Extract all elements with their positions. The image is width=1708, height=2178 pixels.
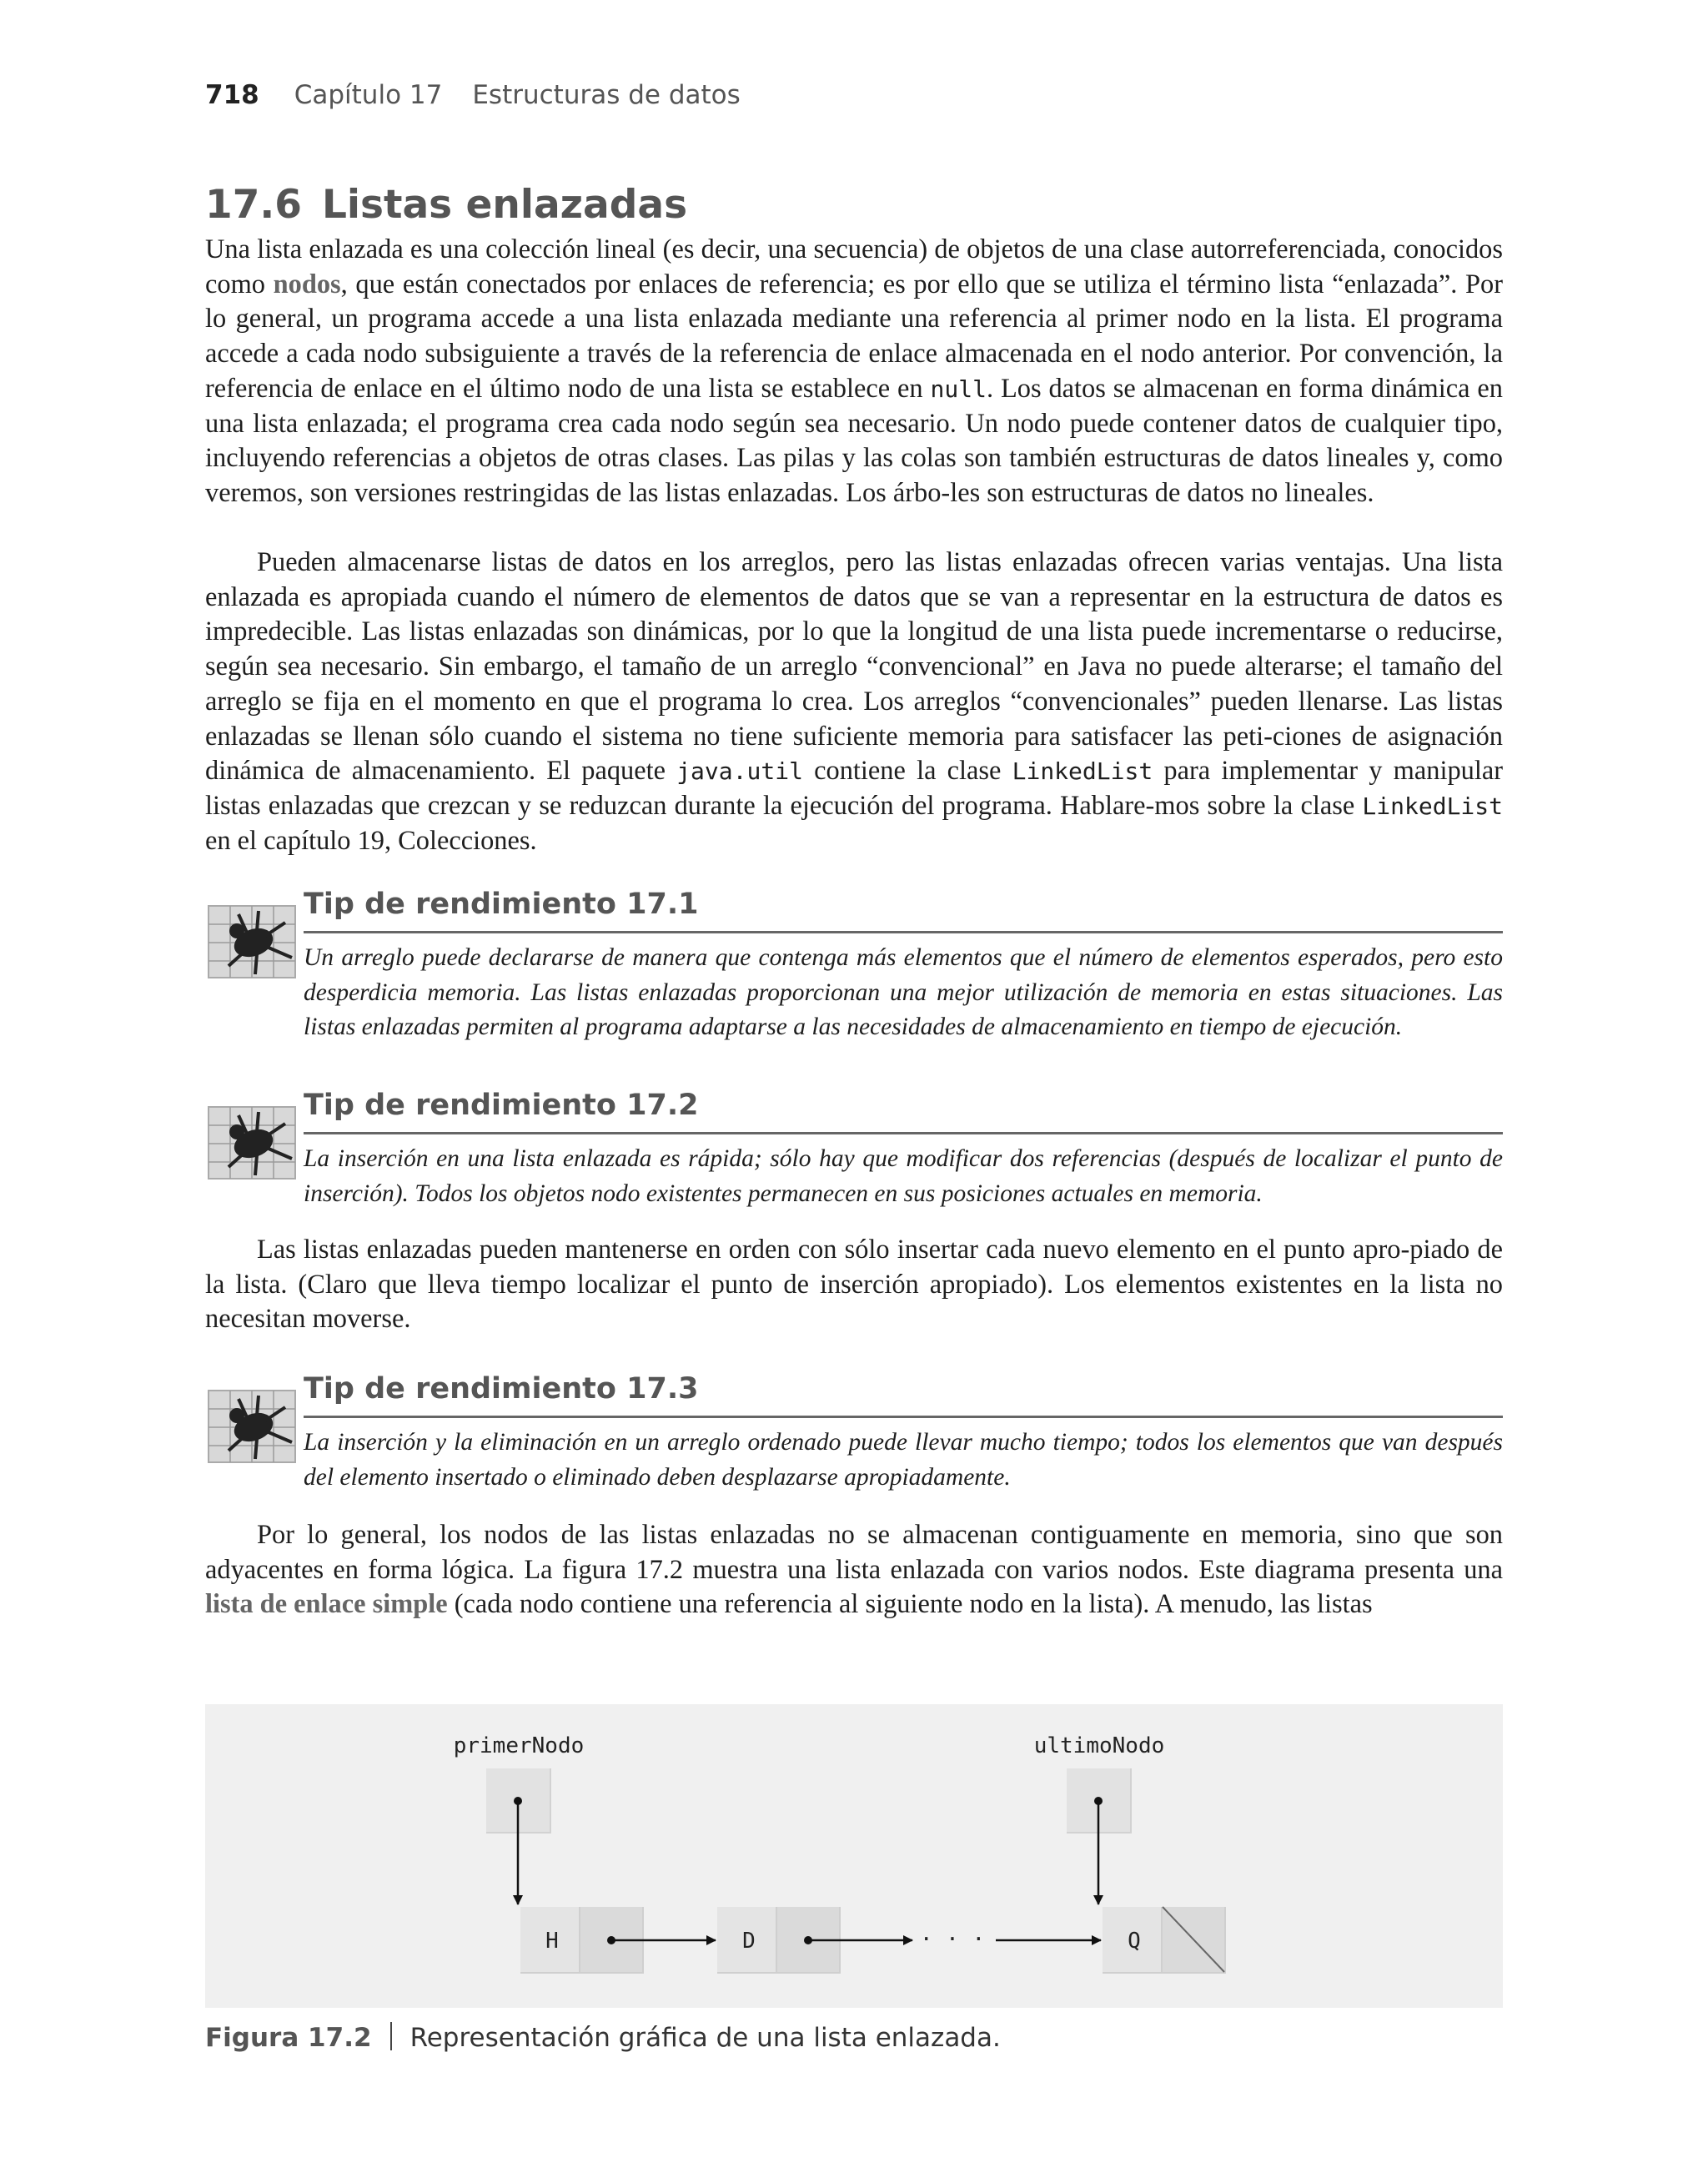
paragraph-text: (cada nodo contiene una referencia al siguiente nodo en la lista). A menudo, las listas	[447, 1589, 1373, 1620]
bug-icon	[205, 1384, 304, 1467]
paragraph-text: Pueden almacenarse listas de datos en los arreglos, pero las listas enlazadas ofrecen varias ventajas. Una lista enlazada es apropiada cuando el número de elementos de datos que se van a representar en la estructura de datos es impredecible. Las listas enlazadas son dinámicas, por lo que la longitud de una lista puede incrementarse o reducirse, según sea necesario. Sin embargo, el tamaño de un arreglo “convencional” en Java no puede alterarse; el tamaño del arreglo se fija en el momento en que el programa lo crea. Los arreglos “convencionales” pueden llenarse. Las listas enlazadas se llenan sólo cuando el sistema no tiene suficiente memoria para satisfacer las peti-ciones de asignación dinámica de almacenamiento. El paquete	[205, 547, 1503, 787]
paragraph-text: contiene la clase	[802, 756, 1012, 787]
code-linkedlist: LinkedList	[1362, 792, 1503, 820]
bug-icon	[205, 1100, 304, 1184]
divider	[304, 1416, 1503, 1418]
paragraph-text: Las listas enlazadas pueden mantenerse en orden con sólo insertar cada nuevo elemento en el punto apro-piado de la lista. (Claro que lleva tiempo localizar el punto de inserción apropiado). Los elementos existentes en la lista no necesitan moverse.	[205, 1235, 1503, 1335]
ultimo-nodo-label: ultimoNodo	[1033, 1733, 1165, 1758]
ultimo-nodo-reference	[1067, 1768, 1132, 1904]
chapter-label: Capítulo 17	[294, 80, 443, 110]
caption-text: Representación gráfica de una lista enlazada.	[409, 2023, 1001, 2053]
tip-body: La inserción en una lista enlazada es rápida; sólo hay que modificar dos referencias (después de localizar el punto de inserción). Todos los objetos nodo existentes permanecen en sus posiciones actuales en memoria.	[304, 1145, 1503, 1207]
ellipsis: · · ·	[919, 1927, 986, 1952]
section-title: Listas enlazadas	[321, 182, 688, 228]
chapter-title: Estructuras de datos	[472, 80, 741, 110]
divider	[304, 931, 1503, 933]
paragraph-text: Una lista enlazada es una colección lineal (es decir, una secuencia) de objetos de una clase autorreferenciada, conocidos como	[205, 234, 1503, 299]
tip-body: La inserción y la eliminación en un arreglo ordenado puede llevar mucho tiempo; todos los elementos que van después del elemento insertado o eliminado deben desplazarse apropiadamente.	[304, 1429, 1503, 1491]
term-lista-enlace-simple: lista de enlace simple	[205, 1589, 448, 1620]
paragraph-intro	[205, 233, 1503, 511]
performance-tip-2	[205, 1089, 1503, 1214]
divider	[304, 1132, 1503, 1134]
paragraph-text: en el capítulo 19, Colecciones.	[205, 825, 537, 856]
section-number: 17.6	[205, 182, 302, 228]
term-nodos: nodos	[273, 269, 341, 299]
figure-label: Figura 17.2	[205, 2023, 372, 2053]
tip-body: Un arreglo puede declararse de manera que contenga más elementos que el número de elementos esperados, pero esto desperdicia memoria. Las listas enlazadas proporcionan una mejor utilización de memoria en estas situaciones. Las listas enlazadas permiten al programa adaptarse a las necesidades de almacenamiento en tiempo de ejecución.	[304, 944, 1503, 1040]
node-value: Q	[1128, 1929, 1141, 1954]
paragraph-text: Por lo general, los nodos de las listas enlazadas no se almacenan contiguamente en memoria, sino que son adyacentes en forma lógica. La figura 17.2 muestra una lista enlazada con varios nodos. Este diagrama presenta una	[205, 1520, 1503, 1585]
paragraph-text: , que están conectados por enlaces de referencia; es por ello que se utiliza el término lista “enlazada”. Por lo general, un programa accede a una lista enlazada mediante una referencia al primer nodo en la lista. El programa accede a cada nodo subsiguiente a través de la referencia de enlace almacenada en el nodo anterior. Por convención, la referencia de enlace en el último nodo de una lista se establece en	[205, 269, 1503, 404]
performance-tip-3	[205, 1372, 1503, 1497]
paragraph-text: para implementar y manipular listas enlazadas que crezcan y se reduzcan durante la ejecución del programa. Hablare-mos sobre la clase	[205, 756, 1503, 821]
paragraph-text: . Los datos se almacenan en forma dinámica en una lista enlazada; el programa crea cada nodo según sea necesario. Un nodo puede contener datos de cualquier tipo, incluyendo referencias a objetos de otras clases. Las pilas y las colas son también estructuras de datos lineales y, como veremos, son versiones restringidas de las listas enlazadas. Los árbo-les son estructuras de datos no lineales.	[205, 373, 1503, 508]
caption-divider	[390, 2022, 392, 2050]
running-header	[205, 80, 741, 110]
node-h	[520, 1907, 716, 1974]
tip-title: Tip de rendimiento 17.3	[304, 1372, 699, 1406]
node-value: H	[545, 1929, 559, 1954]
code-linkedlist: LinkedList	[1012, 757, 1153, 786]
node-d	[717, 1907, 912, 1974]
figure-caption	[205, 2022, 1001, 2053]
performance-tip-1	[205, 888, 1503, 1046]
paragraph-advantages	[205, 546, 1503, 858]
primer-nodo-label: primerNodo	[453, 1733, 585, 1758]
section-heading	[205, 182, 687, 228]
paragraph-singly-linked	[205, 1518, 1503, 1622]
primer-nodo-reference	[486, 1768, 551, 1904]
node-value: D	[742, 1929, 756, 1954]
bug-icon	[205, 899, 304, 983]
paragraph-ordering	[205, 1233, 1503, 1337]
page-number: 718	[205, 80, 259, 110]
tip-title: Tip de rendimiento 17.1	[304, 888, 699, 921]
linked-list-diagram	[205, 1704, 1503, 2008]
tip-title: Tip de rendimiento 17.2	[304, 1089, 699, 1122]
code-java-util: java.util	[676, 757, 803, 786]
figure-linked-list	[205, 1704, 1503, 2008]
node-q	[1103, 1907, 1226, 1974]
code-null: null	[930, 375, 987, 403]
